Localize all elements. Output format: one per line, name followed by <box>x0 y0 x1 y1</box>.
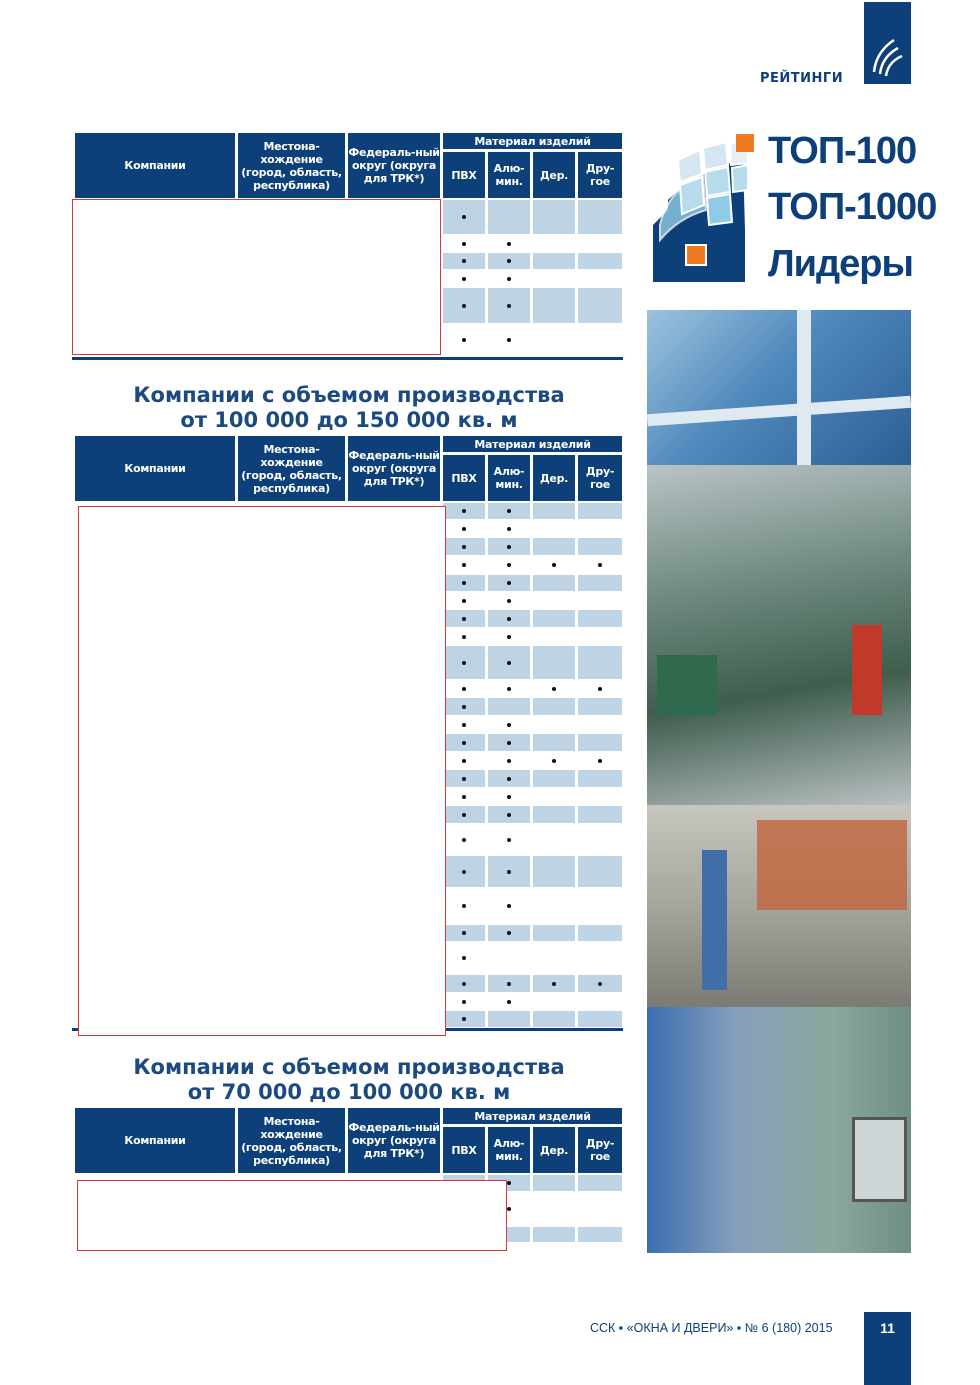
material-dot <box>462 259 466 263</box>
material-cell <box>488 698 530 715</box>
material-dot <box>507 1207 511 1211</box>
material-dot <box>507 509 511 513</box>
section-title-line-1: Компании с объемом производства <box>133 1055 565 1079</box>
material-dot <box>462 563 466 567</box>
material-cell <box>578 680 622 697</box>
brand-logo-icon <box>864 2 911 84</box>
redacted-region <box>72 199 441 355</box>
material-cell <box>443 888 485 924</box>
logo-line-2: ТОП-1000 <box>768 186 937 228</box>
material-cell <box>443 856 485 887</box>
material-dot <box>507 635 511 639</box>
photo-testing-machine <box>647 1007 911 1253</box>
material-dot <box>462 277 466 281</box>
material-cell <box>443 288 485 323</box>
col-header-alu: Алю-мин. <box>488 152 530 198</box>
material-dot <box>507 759 511 763</box>
material-dot <box>507 838 511 842</box>
material-dot <box>462 904 466 908</box>
material-cell <box>443 993 485 1010</box>
material-cell <box>443 538 485 555</box>
material-dot <box>462 215 466 219</box>
material-cell <box>533 752 575 769</box>
material-cell <box>578 503 622 519</box>
material-cell <box>533 592 575 609</box>
section-title-line-1: Компании с объемом производства <box>133 383 565 407</box>
col-header-other: Дру-гое <box>578 455 622 501</box>
material-dot <box>462 338 466 342</box>
material-dot <box>507 617 511 621</box>
material-dot <box>462 813 466 817</box>
material-cell <box>533 556 575 574</box>
material-dot <box>507 545 511 549</box>
material-cell <box>488 503 530 519</box>
material-cell <box>533 288 575 323</box>
material-dot <box>507 931 511 935</box>
material-dot <box>462 1000 466 1004</box>
material-dot <box>462 1017 466 1021</box>
material-cell <box>533 270 575 287</box>
material-cell <box>488 610 530 627</box>
col-header-alu: Алю-мин. <box>488 455 530 501</box>
material-cell <box>533 628 575 645</box>
material-cell <box>488 1011 530 1027</box>
col-header-location: Местона-хождение (город, область, республика) <box>238 133 345 198</box>
col-header-alu: Алю-мин. <box>488 1127 530 1173</box>
col-header-wood: Дер. <box>533 455 575 501</box>
material-dot <box>507 1000 511 1004</box>
col-header-company: Компании <box>75 133 235 198</box>
material-cell <box>533 888 575 924</box>
material-cell <box>443 324 485 356</box>
material-cell <box>488 253 530 269</box>
col-header-pvc: ПВХ <box>443 1127 485 1173</box>
material-dot <box>462 838 466 842</box>
material-cell <box>578 824 622 855</box>
logo-line-3: Лидеры <box>768 243 913 285</box>
material-cell <box>443 503 485 519</box>
material-cell <box>533 856 575 887</box>
footer-publication: ССК ▪ «ОКНА И ДВЕРИ» ▪ № 6 (180) 2015 <box>590 1321 833 1335</box>
material-dot <box>507 870 511 874</box>
material-cell <box>578 806 622 823</box>
material-dot <box>507 795 511 799</box>
material-cell <box>443 788 485 805</box>
material-dot <box>507 777 511 781</box>
material-dot <box>598 563 602 567</box>
material-cell <box>578 646 622 679</box>
material-cell <box>488 235 530 252</box>
material-cell <box>533 235 575 252</box>
material-cell <box>488 856 530 887</box>
material-cell <box>488 888 530 924</box>
material-dot <box>507 661 511 665</box>
material-cell <box>488 646 530 679</box>
material-cell <box>578 592 622 609</box>
material-dot <box>507 338 511 342</box>
material-dot <box>507 242 511 246</box>
material-cell <box>488 324 530 356</box>
material-cell <box>443 592 485 609</box>
material-dot <box>552 759 556 763</box>
material-cell <box>578 856 622 887</box>
material-dot <box>507 527 511 531</box>
material-cell <box>443 556 485 574</box>
material-cell <box>488 716 530 733</box>
material-dot <box>552 563 556 567</box>
material-cell <box>443 610 485 627</box>
material-cell <box>443 975 485 992</box>
material-cell <box>578 1175 622 1191</box>
material-cell <box>578 734 622 751</box>
material-cell <box>488 806 530 823</box>
material-cell <box>578 1192 622 1226</box>
photo-worker-machine <box>647 805 911 1007</box>
col-header-district: Федераль-ный округ (округа для ТРК*) <box>348 1108 440 1173</box>
material-dot <box>552 687 556 691</box>
material-cell <box>533 1192 575 1226</box>
material-cell <box>488 200 530 234</box>
material-cell <box>533 770 575 787</box>
material-dot <box>462 956 466 960</box>
page-number-tab <box>864 1312 911 1385</box>
material-cell <box>533 575 575 591</box>
material-cell <box>443 1011 485 1027</box>
col-header-material: Материал изделий <box>443 133 622 149</box>
material-cell <box>533 1175 575 1191</box>
material-cell <box>488 592 530 609</box>
material-dot <box>462 687 466 691</box>
material-dot <box>598 759 602 763</box>
material-cell <box>533 942 575 974</box>
material-dot <box>462 545 466 549</box>
material-cell <box>443 253 485 269</box>
material-cell <box>533 734 575 751</box>
material-cell <box>578 788 622 805</box>
material-dot <box>507 277 511 281</box>
house-windows-icon <box>648 130 758 285</box>
col-header-company: Компании <box>75 436 235 501</box>
material-dot <box>507 741 511 745</box>
material-cell <box>533 824 575 855</box>
material-dot <box>507 813 511 817</box>
material-cell <box>488 628 530 645</box>
material-cell <box>578 324 622 356</box>
col-header-location: Местона-хождение (город, область, республика) <box>238 1108 345 1173</box>
material-cell <box>533 993 575 1010</box>
material-cell <box>533 520 575 537</box>
material-cell <box>488 680 530 697</box>
material-dot <box>462 870 466 874</box>
material-cell <box>533 716 575 733</box>
material-cell <box>578 235 622 252</box>
material-cell <box>533 200 575 234</box>
material-cell <box>488 925 530 941</box>
material-cell <box>488 288 530 323</box>
material-cell <box>488 788 530 805</box>
material-cell <box>578 770 622 787</box>
material-dot <box>507 599 511 603</box>
col-header-company: Компании <box>75 1108 235 1173</box>
material-cell <box>578 538 622 555</box>
material-cell <box>443 575 485 591</box>
material-cell <box>488 770 530 787</box>
material-cell <box>443 200 485 234</box>
material-cell <box>533 253 575 269</box>
material-dot <box>462 795 466 799</box>
material-cell <box>443 628 485 645</box>
material-cell <box>533 610 575 627</box>
col-header-wood: Дер. <box>533 1127 575 1173</box>
col-header-pvc: ПВХ <box>443 152 485 198</box>
material-dot <box>507 904 511 908</box>
material-cell <box>533 324 575 356</box>
material-cell <box>578 942 622 974</box>
material-cell <box>578 200 622 234</box>
material-cell <box>443 716 485 733</box>
material-dot <box>462 661 466 665</box>
material-dot <box>462 705 466 709</box>
material-cell <box>488 556 530 574</box>
material-cell <box>443 646 485 679</box>
material-cell <box>578 1011 622 1027</box>
material-cell <box>578 288 622 323</box>
material-cell <box>578 575 622 591</box>
material-cell <box>578 253 622 269</box>
material-dot <box>462 982 466 986</box>
material-cell <box>533 975 575 992</box>
material-cell <box>443 752 485 769</box>
material-dot <box>462 527 466 531</box>
material-cell <box>578 925 622 941</box>
material-cell <box>533 1227 575 1242</box>
material-dot <box>507 723 511 727</box>
material-cell <box>578 556 622 574</box>
section-label: РЕЙТИНГИ <box>760 71 844 86</box>
material-dot <box>598 982 602 986</box>
material-cell <box>533 680 575 697</box>
material-dot <box>507 304 511 308</box>
material-cell <box>578 1227 622 1242</box>
material-cell <box>578 520 622 537</box>
material-dot <box>507 581 511 585</box>
material-dot <box>507 687 511 691</box>
section-title-line-2: от 70 000 до 100 000 кв. м <box>187 1080 511 1104</box>
material-cell <box>488 538 530 555</box>
material-cell <box>443 770 485 787</box>
redacted-region <box>77 1180 507 1251</box>
material-cell <box>488 824 530 855</box>
col-header-pvc: ПВХ <box>443 455 485 501</box>
col-header-other: Дру-гое <box>578 152 622 198</box>
material-cell <box>488 942 530 974</box>
material-cell <box>443 520 485 537</box>
material-cell <box>578 716 622 733</box>
material-dot <box>462 741 466 745</box>
material-cell <box>443 925 485 941</box>
section-title-line-2: от 100 000 до 150 000 кв. м <box>180 408 518 432</box>
material-cell <box>443 806 485 823</box>
material-cell <box>443 680 485 697</box>
material-dot <box>462 599 466 603</box>
material-cell <box>488 734 530 751</box>
material-cell <box>533 788 575 805</box>
col-header-material: Материал изделий <box>443 1108 622 1124</box>
logo-line-1: ТОП-100 <box>768 130 917 172</box>
material-dot <box>507 259 511 263</box>
table-bottom-rule <box>72 357 623 360</box>
material-cell <box>443 942 485 974</box>
material-dot <box>462 581 466 585</box>
material-cell <box>443 734 485 751</box>
material-cell <box>533 925 575 941</box>
material-dot <box>462 931 466 935</box>
material-cell <box>488 575 530 591</box>
material-cell <box>533 806 575 823</box>
material-dot <box>462 509 466 513</box>
col-header-other: Дру-гое <box>578 1127 622 1173</box>
col-header-location: Местона-хождение (город, область, республика) <box>238 436 345 501</box>
material-cell <box>443 235 485 252</box>
material-cell <box>488 752 530 769</box>
col-header-material: Материал изделий <box>443 436 622 452</box>
material-cell <box>578 610 622 627</box>
material-cell <box>533 698 575 715</box>
material-cell <box>443 698 485 715</box>
material-dot <box>462 759 466 763</box>
material-cell <box>578 888 622 924</box>
material-dot <box>598 687 602 691</box>
top100-logo <box>648 130 937 290</box>
material-dot <box>462 617 466 621</box>
material-cell <box>578 628 622 645</box>
material-dot <box>462 635 466 639</box>
redacted-region <box>78 506 446 1036</box>
material-dot <box>462 777 466 781</box>
material-dot <box>462 723 466 727</box>
material-cell <box>488 975 530 992</box>
section-tab <box>864 2 911 84</box>
col-header-district: Федераль-ный округ (округа для ТРК*) <box>348 133 440 198</box>
photo-factory-line <box>647 465 911 805</box>
material-cell <box>488 270 530 287</box>
material-dot <box>507 982 511 986</box>
material-cell <box>533 1011 575 1027</box>
material-dot <box>462 242 466 246</box>
material-cell <box>443 270 485 287</box>
material-cell <box>533 538 575 555</box>
photo-window-frame <box>647 310 911 465</box>
material-cell <box>578 270 622 287</box>
material-cell <box>578 752 622 769</box>
material-dot <box>552 982 556 986</box>
col-header-district: Федераль-ный округ (округа для ТРК*) <box>348 436 440 501</box>
material-dot <box>507 1181 511 1185</box>
material-cell <box>488 520 530 537</box>
col-header-wood: Дер. <box>533 152 575 198</box>
material-cell <box>578 993 622 1010</box>
material-cell <box>488 993 530 1010</box>
page-number: 11 <box>880 1320 895 1336</box>
material-cell <box>533 646 575 679</box>
material-dot <box>462 304 466 308</box>
material-cell <box>533 503 575 519</box>
material-cell <box>443 824 485 855</box>
material-cell <box>578 698 622 715</box>
material-dot <box>507 563 511 567</box>
material-cell <box>578 975 622 992</box>
